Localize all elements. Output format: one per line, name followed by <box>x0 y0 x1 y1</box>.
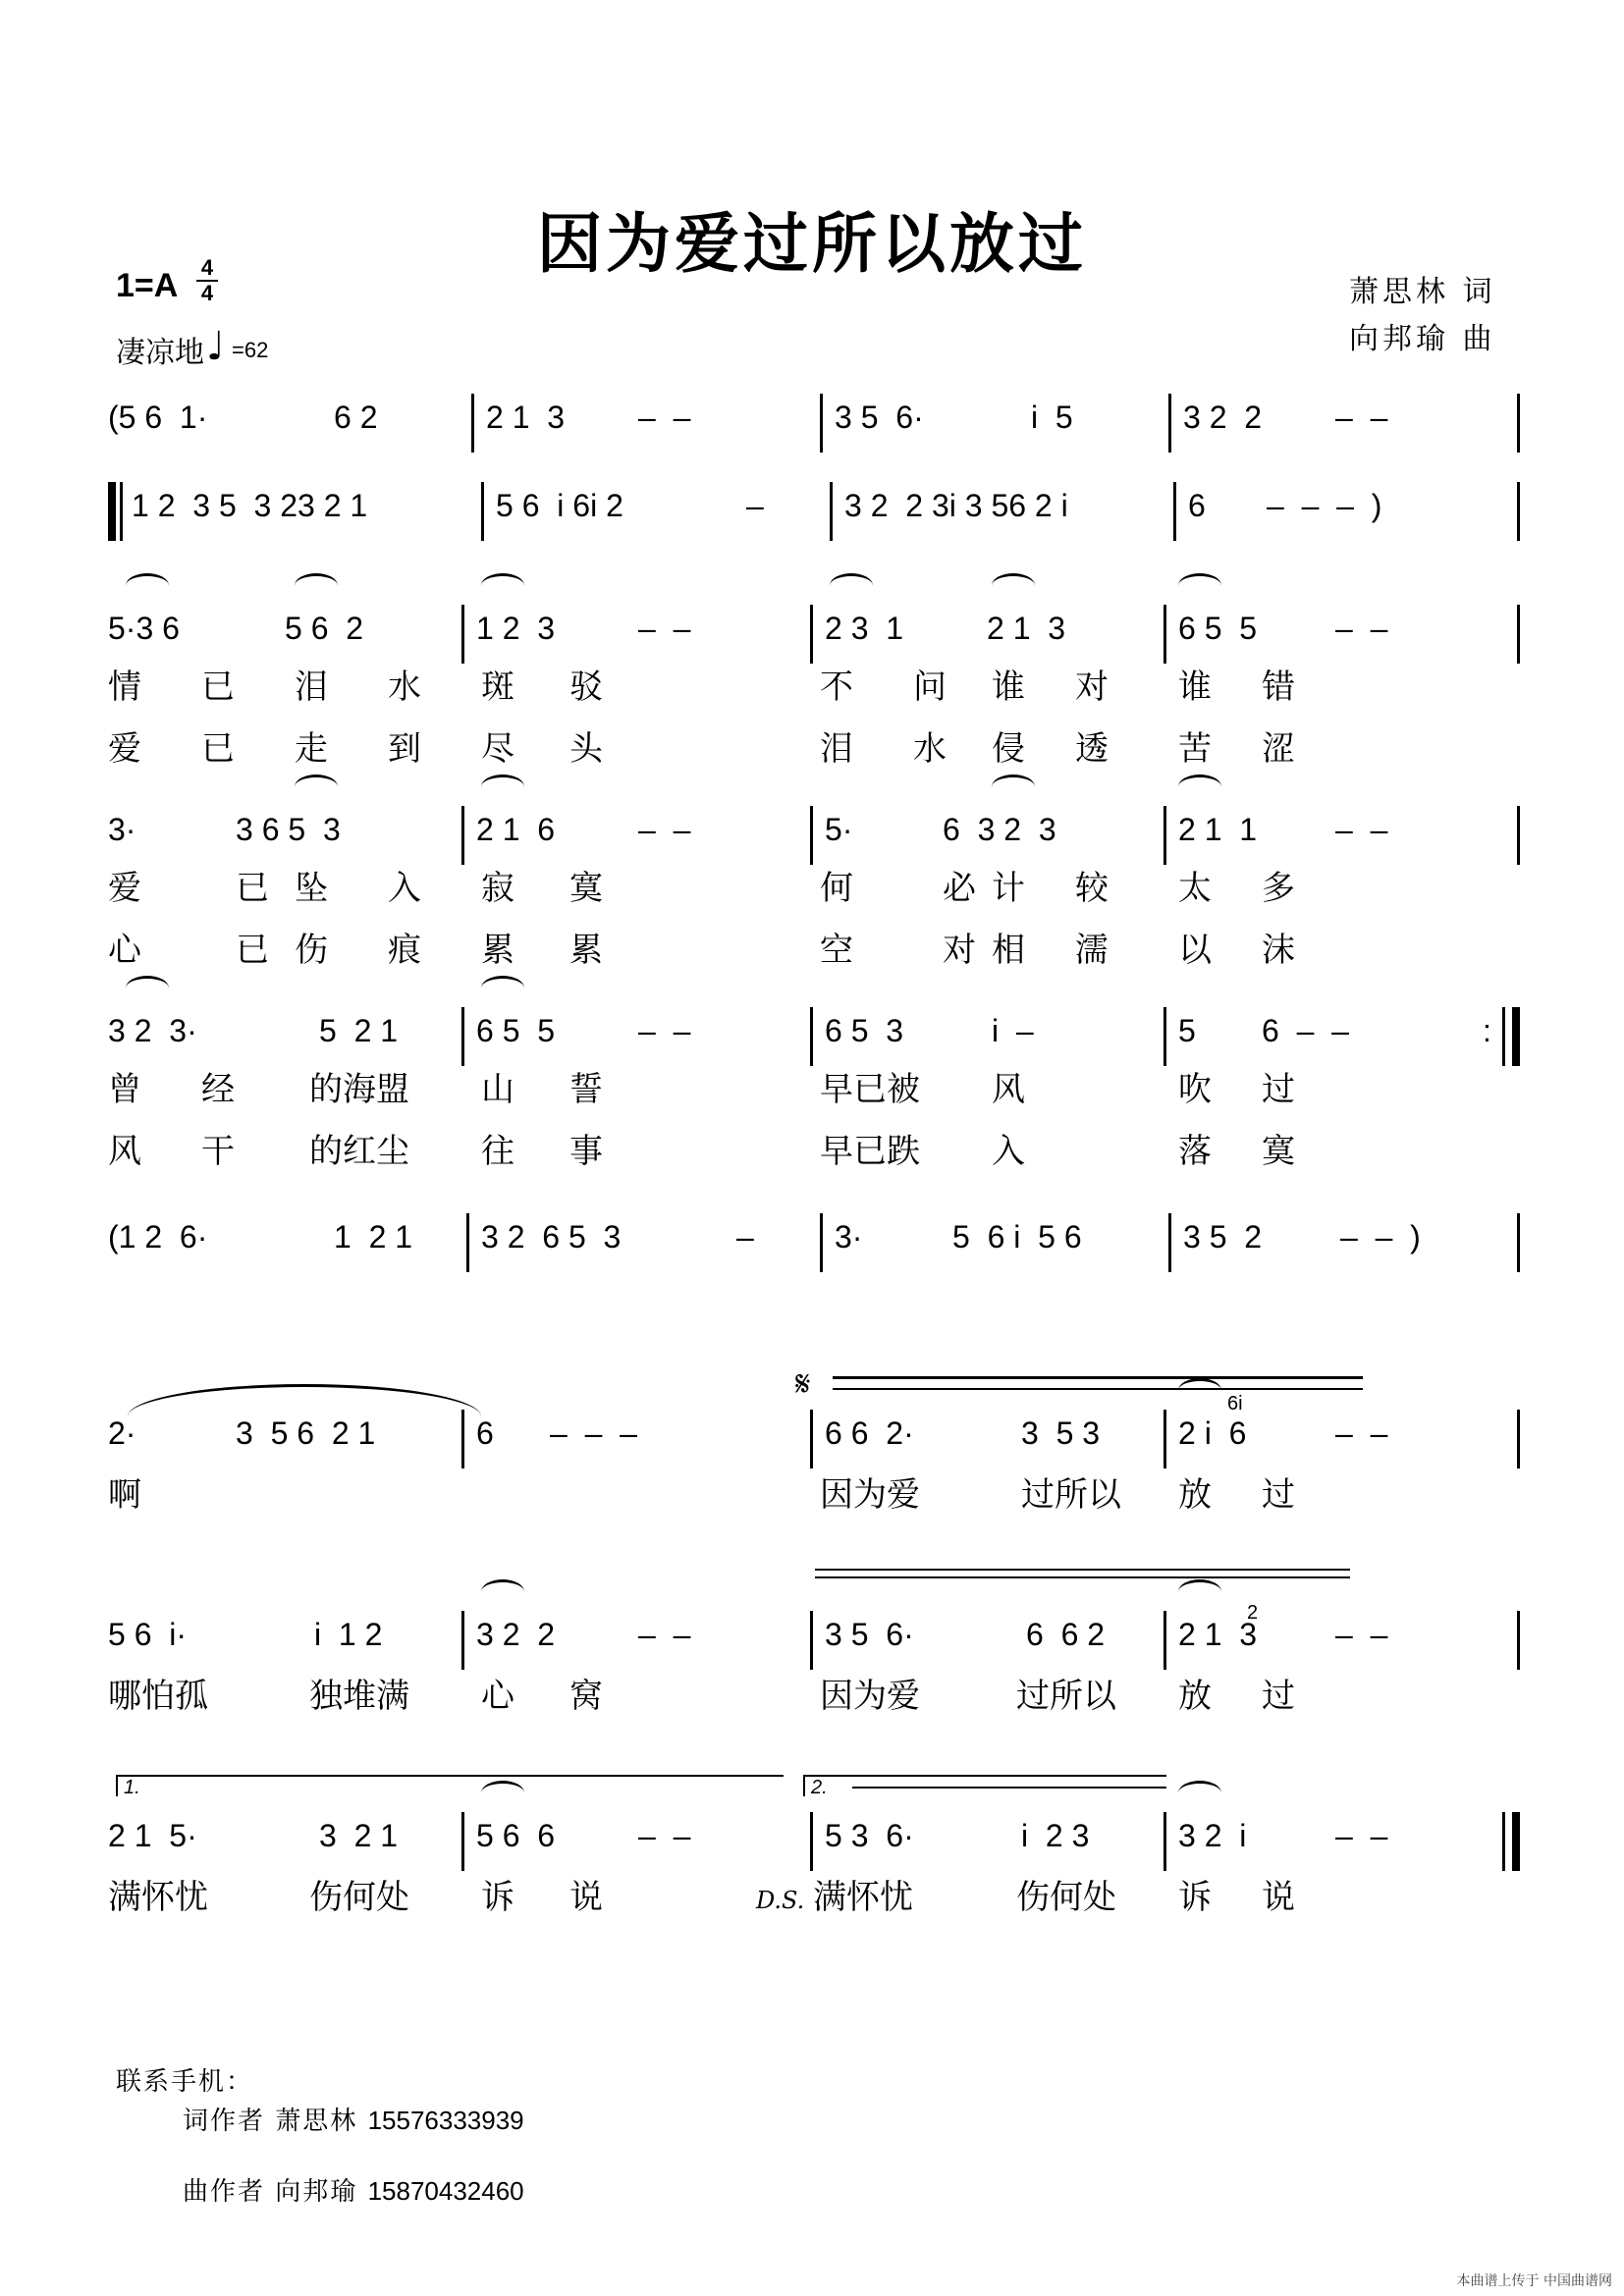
composer-credit: 向邦瑜 曲 <box>1349 322 1496 356</box>
note-cell: (5 6 1· <box>108 400 208 435</box>
note-cell: 5 6 i· <box>108 1617 188 1652</box>
footer-watermark: 本曲谱上传于 中国曲谱网 <box>1456 2273 1612 2289</box>
score-row-3 <box>108 609 1522 658</box>
note-cell: – – <box>638 400 691 435</box>
note-cell: – – <box>638 1013 691 1048</box>
note-cell: 5· <box>825 812 853 847</box>
note-cell: 2 3 1 <box>825 611 904 646</box>
note-cell: 2 1 6 <box>476 812 556 847</box>
note-cell: 5 3 6· <box>825 1818 914 1853</box>
lyric-line-7: 啊 因为爱 过所以 放 过 <box>108 1475 1295 1515</box>
note-cell: 6 – – <box>1262 1013 1349 1048</box>
contact-label: 联系手机： <box>116 2067 254 2097</box>
tempo-marking: 凄凉地 <box>116 336 204 370</box>
note-cell: 5 6 i 5 6 <box>952 1219 1082 1255</box>
note-cell: – – <box>1335 1617 1388 1652</box>
note-cell: 2· <box>108 1415 136 1451</box>
note-cell: 3 2 i <box>1178 1818 1247 1853</box>
note-cell: 3 2 2 3i 3 56 2 i <box>844 488 1068 523</box>
note-cell: i – <box>992 1013 1034 1048</box>
note-cell: 2 1 5· <box>108 1818 197 1853</box>
note-cell: 5 <box>1178 1013 1196 1048</box>
note-cell: – – <box>638 812 691 847</box>
page-title: 因为爱过所以放过 <box>537 205 1087 282</box>
lyric-line-8: 哪怕孤 独堆满 心 窝 因为爱 过所以 放 过 <box>108 1677 1295 1716</box>
note-cell: i 2 3 <box>1021 1818 1090 1853</box>
note-cell: 5 6 6 <box>476 1818 556 1853</box>
score-row-1 <box>108 398 1522 447</box>
note-cell: 3 2 1 <box>319 1818 399 1853</box>
note-cell: 6 6 2· <box>825 1415 914 1451</box>
lyric-line-6: 风 干 的红尘 往 事 早已跌 入 落 寞 <box>108 1132 1295 1171</box>
note-cell: 2 1 1 <box>1178 812 1258 847</box>
note-cell: 6 5 3 <box>825 1013 904 1048</box>
note-cell: i 5 <box>1031 400 1073 435</box>
note-cell: 6 <box>476 1415 494 1451</box>
note-cell: 2 1 3 <box>486 400 566 435</box>
note-cell: 6 5 5 <box>1178 611 1258 646</box>
note-cell: – – <box>1335 1415 1388 1451</box>
note-cell: 3 2 2 <box>476 1617 556 1652</box>
note-cell: 3 5 6· <box>825 1617 914 1652</box>
second-ending-label: 2. <box>811 1777 828 1798</box>
lyric-line-9: 满怀忧 伤何处 诉 说 满怀忧 伤何处 诉 说 <box>108 1878 1295 1917</box>
note-cell: 5 2 1 <box>319 1013 399 1048</box>
lyric-line-3: 爱 已 坠 入 寂 寞 何 必 计 较 太 多 <box>108 869 1295 908</box>
note-cell: i 1 2 <box>314 1617 383 1652</box>
score-row-4 <box>108 810 1522 859</box>
note-cell: – – <box>638 1818 691 1853</box>
note-cell: 3 5 6 2 1 <box>236 1415 376 1451</box>
note-cell: 3 2 3· <box>108 1013 197 1048</box>
note-cell: 2 1 3 <box>987 611 1066 646</box>
segno-icon: 𝄋 <box>795 1364 811 1405</box>
score-row-8 <box>108 1602 1522 1664</box>
note-cell: 2 i 6 <box>1178 1415 1247 1451</box>
note-cell: 6 2 <box>334 400 378 435</box>
note-cell: 2 1 3 <box>1178 1617 1258 1652</box>
score-row-7 <box>108 1393 1522 1463</box>
note-cell: 3 5 2 <box>1183 1219 1263 1255</box>
tempo-value: =62 <box>232 338 269 362</box>
note-cell: 1 2 1 <box>334 1219 413 1255</box>
lyric-line-1: 情 已 泪 水 斑 驳 不 问 谁 对 谁 错 <box>108 667 1295 707</box>
time-sig-top: 4 <box>200 255 214 280</box>
note-cell: (1 2 6· <box>108 1219 208 1255</box>
note-cell: 5 6 i 6i 2 <box>496 488 623 523</box>
repeat-end-dots: : <box>1483 1013 1491 1048</box>
time-signature <box>196 257 218 304</box>
note-cell: 3 5 6· <box>835 400 924 435</box>
note-cell: 3 2 2 <box>1183 400 1263 435</box>
lyric-line-4: 心 已 伤 痕 累 累 空 对 相 濡 以 沫 <box>108 931 1295 970</box>
grace-note: 2 <box>1247 1602 1259 1624</box>
quarter-note-icon: ♩ <box>206 324 225 369</box>
note-cell: – – <box>1335 400 1388 435</box>
dal-segno-mark: D.S. <box>756 1887 805 1914</box>
note-cell: 6 5 5 <box>476 1013 556 1048</box>
note-cell: – – <box>638 611 691 646</box>
note-cell: – – – ) <box>1267 488 1382 523</box>
note-cell: 3 6 5 3 <box>236 812 341 847</box>
note-cell: 1 2 3 5 3 23 2 1 <box>132 488 368 523</box>
note-cell: – – <box>1335 1818 1388 1853</box>
grace-note: 6i <box>1227 1393 1243 1415</box>
note-cell: 6 <box>1188 488 1206 523</box>
lyric-line-5: 曾 经 的海盟 山 誓 早已被 风 吹 过 <box>108 1070 1295 1109</box>
note-cell: – – <box>1335 812 1388 847</box>
score-row-2 <box>108 486 1522 535</box>
note-cell: – – – <box>550 1415 637 1451</box>
note-cell: 3· <box>835 1219 863 1255</box>
score-row-9 <box>108 1816 1522 1865</box>
note-cell: – – <box>638 1617 691 1652</box>
note-cell: 3 2 6 5 3 <box>481 1219 622 1255</box>
note-cell: – – <box>1335 611 1388 646</box>
note-cell: 5 6 2 <box>285 611 364 646</box>
first-ending-label: 1. <box>124 1777 140 1798</box>
note-cell: – <box>746 488 764 523</box>
composer-contact: 曲作者 向邦瑜 15870432460 <box>183 2176 524 2207</box>
score-row-6 <box>108 1217 1522 1266</box>
note-cell: – <box>736 1219 754 1255</box>
note-cell: 1 2 3 <box>476 611 556 646</box>
note-cell: 5·3 6 <box>108 611 180 646</box>
key-signature: 1=A <box>116 267 179 304</box>
score-row-5 <box>108 1011 1522 1060</box>
lyricist-contact: 词作者 萧思林 15576333939 <box>183 2106 524 2136</box>
note-cell: 3· <box>108 812 136 847</box>
note-cell: 6 6 2 <box>1026 1617 1106 1652</box>
time-sig-bottom: 4 <box>200 281 214 305</box>
note-cell: 3 5 3 <box>1021 1415 1101 1451</box>
note-cell: 6 3 2 3 <box>943 812 1056 847</box>
lyric-line-2: 爱 已 走 到 尽 头 泪 水 侵 透 苦 涩 <box>108 729 1295 769</box>
note-cell: – – ) <box>1340 1219 1421 1255</box>
lyricist-credit: 萧思林 词 <box>1349 275 1496 309</box>
